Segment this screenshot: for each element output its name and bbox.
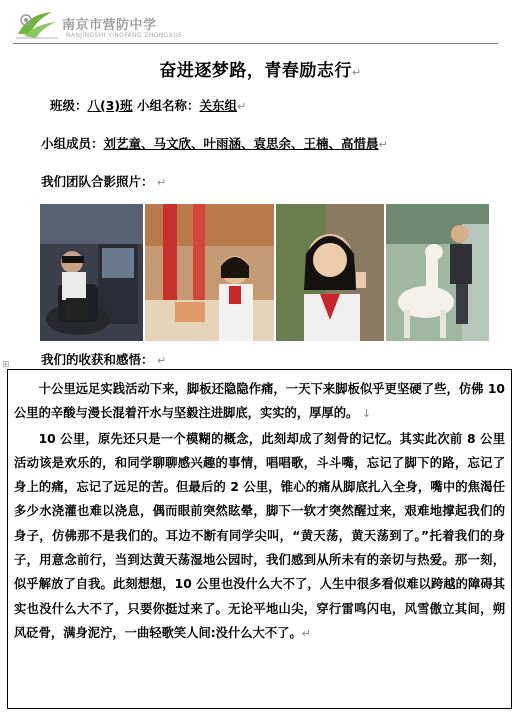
photos-label-line [41, 172, 166, 190]
paragraph-mark-icon: ↵ [153, 354, 167, 367]
paragraph-mark-icon: ↵ [351, 66, 362, 79]
paragraph-mark-icon: ↵ [153, 176, 167, 189]
paragraph-mark-icon: ↓ [358, 407, 372, 421]
reflection-label: 我们的收获和感悟： [41, 352, 154, 367]
group-value: 关东组 [199, 98, 238, 113]
team-photo-2 [145, 204, 274, 341]
page-title-text: 奋进逐梦路，青春励志行 [159, 61, 352, 81]
school-name-cn: 南京市营防中学 [62, 18, 157, 33]
reflection-textbox [7, 369, 512, 709]
reflection-label-line [41, 350, 166, 368]
paragraph-mark-icon: ↵ [237, 100, 247, 113]
reflection-paragraph-1: 十公里远足实践活动下来，脚板还隐隐作痛，一天下来脚板似乎更坚硬了些，仿佛 10 公里的辛酸与漫长混着汗水与坚毅注进脚底，实实的，厚厚的。 ↓ [14, 382, 505, 421]
team-photo-1 [40, 204, 143, 341]
team-photo-4 [386, 204, 489, 341]
class-info-line [50, 96, 246, 114]
page-title [0, 56, 521, 81]
class-label: 班级： [50, 98, 88, 113]
school-emblem-icon [14, 8, 60, 42]
school-logo [14, 8, 214, 42]
members-label: 小组成员： [41, 136, 104, 151]
paragraph-mark-icon: ↵ [378, 138, 388, 151]
group-label: 小组名称： [137, 98, 200, 113]
members-value: 刘艺童、马文欣、叶雨涵、袁思余、王楠、高惜晨 [103, 136, 379, 151]
anchor-mark-icon: ⊞ [2, 360, 10, 370]
paragraph-mark-icon: ↵ [301, 626, 311, 640]
reflection-paragraph-2: 10 公里，原先还只是一个模糊的概念，此刻却成了刻骨的记忆。其实此次前 8 公里活动该是欢乐的，和同学聊聊感兴趣的事情，唱唱歌，斗斗嘴，忘记了脚下的路，忘记了身上的痛，忘记了远足的苦。但最后的 2 公里，锥心的痛从脚底扎入全身，嘴中的焦渴任多少水浇灌也难以浇息，偶而眼前突然眩晕，脚下一软才突然醒过来，艰难地撑起我们的身子，仿佛那不是我们的。耳边不断有同学尖叫，“黄天荡，黄天荡到了。”托着我们的身子，用意念前行，当到达黄天荡湿地公园时，我们感到从所未有的亲切与热爱。那一刻，似乎解放了自我。此刻想想，10 公里也没什么大不了，人生中很多看似难以跨越的障碍其实也没什么大不了，只要你挺过来了。无论平地山尖，穿行雷鸣闪电，风雪傲立其间，朔风砭骨，满身泥泞，一曲轻歌笑人间:没什么大不了。↵ [14, 431, 505, 640]
class-value: 八(3)班 [87, 98, 133, 113]
header-divider [13, 43, 498, 44]
members-line [41, 134, 388, 152]
team-photo-3 [276, 204, 384, 341]
photos-label: 我们团队合影照片： [41, 174, 154, 189]
school-name-en: NANJINGSHI YINGFANG ZHONGXUE [66, 32, 183, 39]
